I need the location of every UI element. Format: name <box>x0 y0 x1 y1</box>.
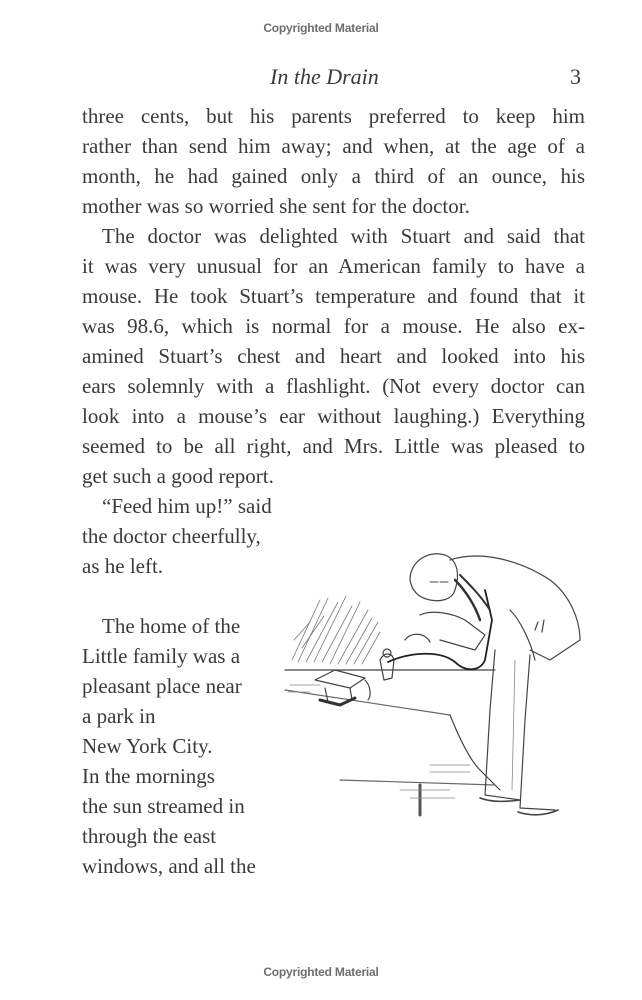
text-line: The home of the <box>102 614 241 638</box>
mouse-bed <box>315 670 370 705</box>
text-line: windows, and all the <box>82 854 256 878</box>
text-line: three cents, but his parents preferred to keep him <box>82 104 585 128</box>
text-line: seemed to be all right, and Mrs. Little was pleased to <box>82 434 585 458</box>
text-line: the doctor cheerfully, <box>82 524 261 548</box>
text-line: look into a mouse’s ear without laughing.) Everything <box>82 404 585 428</box>
text-line: as he left. <box>82 554 164 578</box>
text-line: New York City. <box>82 734 213 758</box>
text-line: get such a good report. <box>82 464 274 488</box>
doctor-figure <box>405 554 580 815</box>
text-line: mother was so worried she sent for the doctor. <box>82 194 470 218</box>
page-number: 3 <box>570 64 581 89</box>
text-line: the sun streamed in <box>82 794 245 818</box>
text-line: amined Stuart’s chest and heart and looked into his <box>82 344 585 368</box>
copyright-watermark-top: Copyrighted Material <box>263 21 379 35</box>
running-title: In the Drain <box>270 64 379 89</box>
copyright-watermark-bottom: Copyrighted Material <box>263 965 379 979</box>
text-line: mouse. He took Stuart’s temperature and found that it <box>82 284 585 308</box>
text-line: month, he had gained only a third of an ounce, his <box>82 164 585 188</box>
stethoscope <box>388 590 492 669</box>
text-line: Little family was a <box>82 644 241 668</box>
text-line: In the mornings <box>82 764 215 788</box>
text-line: “Feed him up!” said <box>102 494 272 518</box>
text-line: rather than send him away; and when, at the age of a <box>82 134 585 158</box>
tablecloth <box>450 715 500 790</box>
background-hatching <box>292 596 380 664</box>
text-line: it was very unusual for an American family to have a <box>82 254 585 278</box>
doctor-examining-mouse-illustration <box>280 540 590 820</box>
text-line: The doctor was delighted with Stuart and said that <box>102 224 585 248</box>
text-line: pleasant place near <box>82 674 242 698</box>
mouse-figure <box>380 649 394 680</box>
text-line: was 98.6, which is normal for a mouse. He also ex- <box>82 314 585 338</box>
text-line: ears solemnly with a flashlight. (Not every doctor can <box>82 374 585 398</box>
text-line: through the east <box>82 824 217 848</box>
text-line: a park in <box>82 704 156 728</box>
